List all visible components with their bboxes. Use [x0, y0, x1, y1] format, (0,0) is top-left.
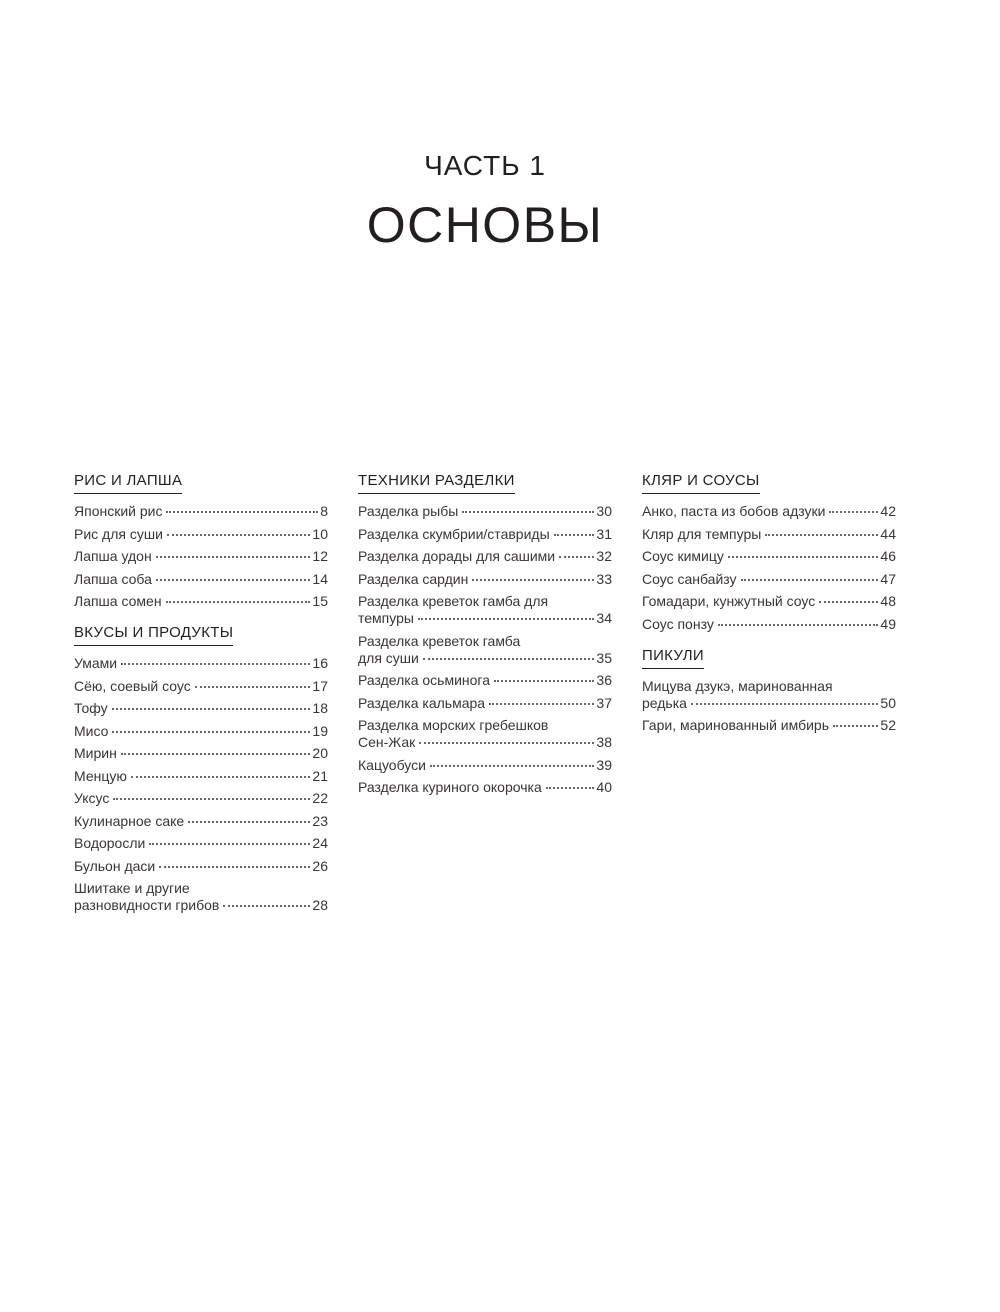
- entry-title: Тофу: [74, 700, 108, 716]
- entry-title: Сёю, соевый соус: [74, 677, 191, 694]
- toc-entry: [642, 571, 896, 588]
- entry-title: Кацуобуси: [358, 756, 426, 773]
- page-number: 21: [312, 767, 328, 784]
- part-label: ЧАСТЬ 1: [424, 150, 546, 181]
- page-number: 16: [312, 655, 328, 671]
- dot-leader: [423, 658, 595, 660]
- dot-leader: [113, 798, 310, 800]
- toc-entry: [74, 813, 328, 830]
- toc-entry: [74, 678, 328, 695]
- toc-entry: [642, 593, 896, 610]
- page-number: 49: [880, 615, 896, 632]
- dot-leader: [718, 624, 879, 626]
- toc-entry: [642, 717, 896, 734]
- entry-title: Соус кимицу: [642, 548, 724, 564]
- entry-title: Разделка куриного окорочка: [358, 779, 542, 795]
- entry-title: Мицува дзукэ, маринованная: [642, 677, 833, 694]
- entry-title: Разделка осьминога: [358, 672, 491, 688]
- toc-entry: [642, 616, 896, 633]
- entry-row: [74, 897, 328, 914]
- toc-entry: [642, 548, 896, 565]
- entry-title: Разделка кальмара: [358, 694, 486, 711]
- entry-title: Разделка дорады для сашими: [358, 548, 556, 564]
- toc-entry: [74, 880, 328, 914]
- page-number: 46: [880, 548, 896, 564]
- page-number: 17: [312, 677, 328, 694]
- entry-row: [642, 503, 896, 520]
- page-number: 28: [312, 897, 328, 913]
- entry-row: [74, 700, 328, 717]
- toc-entry: [74, 503, 328, 520]
- dot-leader: [149, 843, 310, 845]
- dot-leader: [166, 511, 318, 513]
- entry-title: Гари, маринованный имбирь: [642, 717, 830, 733]
- section-heading: РИС И ЛАПША: [74, 472, 182, 494]
- section-heading: КЛЯР И СОУСЫ: [642, 472, 760, 494]
- dot-leader: [223, 905, 310, 907]
- entry-title: Рис для суши: [74, 525, 163, 542]
- entry-row: [74, 655, 328, 672]
- toc-entry: [74, 745, 328, 762]
- dot-leader: [419, 742, 594, 744]
- toc-section: [74, 472, 328, 610]
- toc-entry-list: [642, 503, 896, 633]
- toc-entry: [358, 717, 612, 751]
- toc-entry-list: [358, 503, 612, 796]
- toc-section: [358, 472, 612, 796]
- dot-leader: [819, 601, 878, 603]
- entry-title: Мисо: [74, 722, 109, 739]
- entry-row: [74, 768, 328, 785]
- page-number: 33: [596, 570, 612, 587]
- entry-row: [74, 745, 328, 762]
- dot-leader: [159, 866, 310, 868]
- entry-title: Разделка сардин: [358, 570, 469, 587]
- page-number: 24: [312, 835, 328, 851]
- entry-title: Шиитаке и другие: [74, 880, 190, 896]
- page-number: 52: [880, 717, 896, 733]
- part-title: ОСНОВЫ: [366, 197, 604, 253]
- page-number: 32: [596, 548, 612, 564]
- entry-title: Мирин: [74, 745, 117, 761]
- toc-entry: [74, 768, 328, 785]
- entry-row: [358, 571, 612, 588]
- entry-row: [358, 650, 612, 667]
- entry-title: Соус понзу: [642, 615, 714, 632]
- entry-row: [74, 571, 328, 588]
- page-number: 8: [320, 503, 328, 519]
- toc-entry: [74, 526, 328, 543]
- toc-column-3: [642, 472, 896, 748]
- toc-entry: [358, 695, 612, 712]
- page-number: 37: [596, 694, 612, 711]
- dot-leader: [418, 618, 594, 620]
- entry-row: [358, 757, 612, 774]
- dot-leader: [166, 601, 311, 603]
- dot-leader: [131, 776, 311, 778]
- entry-title: Лапша соба: [74, 570, 152, 587]
- dot-leader: [462, 511, 594, 513]
- toc-entry: [358, 633, 612, 667]
- entry-title-continued: темпуры: [358, 610, 414, 626]
- page-number: 38: [596, 734, 612, 750]
- toc-entry: [358, 526, 612, 543]
- entry-row: [358, 548, 612, 565]
- page-number: 35: [596, 649, 612, 666]
- page-number: 40: [596, 779, 612, 795]
- toc-entry: [358, 548, 612, 565]
- section-heading: ТЕХНИКИ РАЗДЕЛКИ: [358, 472, 515, 494]
- section-heading: ПИКУЛИ: [642, 647, 704, 669]
- toc-entry: [74, 571, 328, 588]
- entry-title: Умами: [74, 655, 118, 671]
- entry-row: [74, 678, 328, 695]
- page-number: 42: [880, 503, 896, 519]
- toc-entry: [642, 526, 896, 543]
- page-number: 14: [312, 570, 328, 587]
- entry-row: [74, 835, 328, 852]
- dot-leader: [728, 556, 879, 558]
- dot-leader: [494, 680, 594, 682]
- page-number: 30: [596, 503, 612, 519]
- toc-section: [642, 647, 896, 735]
- entry-row: [642, 526, 896, 543]
- page-number: 34: [596, 610, 612, 626]
- entry-title: Анко, паста из бобов адзуки: [642, 503, 826, 519]
- toc-entry: [358, 571, 612, 588]
- toc-entry-list: [74, 655, 328, 914]
- page-number: 39: [596, 756, 612, 773]
- dot-leader: [741, 579, 879, 581]
- entry-title: Гомадари, кунжутный соус: [642, 593, 816, 609]
- page-number: 26: [312, 857, 328, 874]
- entry-row: [358, 672, 612, 689]
- page-number: 20: [312, 745, 328, 761]
- entry-row: [74, 593, 328, 610]
- entry-row: [358, 526, 612, 543]
- toc-entry: [358, 757, 612, 774]
- page-number: 44: [880, 525, 896, 542]
- entry-row: [642, 717, 896, 734]
- entry-row: [74, 813, 328, 830]
- dot-leader: [112, 731, 310, 733]
- dot-leader: [765, 534, 878, 536]
- entry-row: [74, 790, 328, 807]
- entry-title: Кулинарное саке: [74, 812, 185, 829]
- toc-entry: [74, 858, 328, 875]
- entry-title: Разделка скумбрии/ставриды: [358, 525, 550, 542]
- entry-row: [358, 503, 612, 520]
- dot-leader: [430, 765, 594, 767]
- toc-entry: [74, 723, 328, 740]
- dot-leader: [546, 787, 595, 789]
- page-number: 47: [880, 570, 896, 587]
- dot-leader: [472, 579, 594, 581]
- entry-row: [74, 858, 328, 875]
- entry-title: Лапша сомен: [74, 593, 162, 609]
- dot-leader: [156, 556, 311, 558]
- dot-leader: [188, 821, 310, 823]
- entry-row: [642, 548, 896, 565]
- page-number: 18: [312, 700, 328, 716]
- toc-entry: [358, 779, 612, 796]
- page-number: 50: [880, 694, 896, 711]
- entry-title: Бульон даси: [74, 857, 156, 874]
- dot-leader: [691, 703, 878, 705]
- entry-row: [642, 695, 896, 712]
- entry-title: Менцую: [74, 767, 127, 784]
- dot-leader: [833, 725, 878, 727]
- toc-entry-list: [74, 503, 328, 610]
- entry-row: [642, 616, 896, 633]
- page-number: 12: [312, 548, 328, 564]
- toc-entry: [642, 503, 896, 520]
- toc-entry: [74, 790, 328, 807]
- toc-entry: [74, 548, 328, 565]
- page-number: 10: [312, 525, 328, 542]
- entry-title: Кляр для темпуры: [642, 525, 762, 542]
- page-number: 36: [596, 672, 612, 688]
- entry-row: [358, 779, 612, 796]
- toc-entry-list: [642, 678, 896, 735]
- dot-leader: [167, 534, 311, 536]
- dot-leader: [829, 511, 878, 513]
- entry-row: [358, 610, 612, 627]
- dot-leader: [112, 708, 311, 710]
- dot-leader: [121, 663, 310, 665]
- entry-title-continued: разновидности грибов: [74, 897, 220, 913]
- dot-leader: [559, 556, 594, 558]
- section-heading: ВКУСЫ И ПРОДУКТЫ: [74, 624, 233, 646]
- toc-entry: [74, 835, 328, 852]
- toc-entry: [358, 672, 612, 689]
- page-number: 19: [312, 722, 328, 739]
- toc-column-2: [358, 472, 612, 810]
- page-number: 23: [312, 812, 328, 829]
- page-number: 31: [596, 525, 612, 542]
- entry-title: Разделка креветок гамба: [358, 632, 521, 649]
- entry-title-continued: Сен-Жак: [358, 734, 416, 750]
- entry-row: [74, 526, 328, 543]
- entry-title: Соус санбайзу: [642, 570, 737, 587]
- entry-row: [642, 571, 896, 588]
- entry-title: Японский рис: [74, 503, 163, 519]
- entry-row: [74, 548, 328, 565]
- page-number: 22: [312, 790, 328, 806]
- dot-leader: [489, 703, 594, 705]
- entry-row: [642, 593, 896, 610]
- entry-row: [74, 723, 328, 740]
- dot-leader: [121, 753, 311, 755]
- toc-column-1: [74, 472, 328, 928]
- entry-title-continued: редька: [642, 694, 687, 711]
- dot-leader: [195, 686, 311, 688]
- entry-row: [358, 695, 612, 712]
- entry-title: Разделка креветок гамба для: [358, 593, 549, 609]
- entry-title: Разделка рыбы: [358, 503, 459, 519]
- toc-entry: [74, 655, 328, 672]
- toc-entry: [358, 593, 612, 627]
- toc-section: [642, 472, 896, 633]
- entry-title-continued: для суши: [358, 649, 419, 666]
- toc-entry: [642, 678, 896, 712]
- dot-leader: [156, 579, 311, 581]
- toc-entry: [358, 503, 612, 520]
- entry-title: Лапша удон: [74, 548, 152, 564]
- toc-entry: [74, 593, 328, 610]
- entry-title: Уксус: [74, 790, 110, 806]
- dot-leader: [554, 534, 595, 536]
- entry-row: [74, 503, 328, 520]
- entry-row: [358, 734, 612, 751]
- toc-section: [74, 624, 328, 914]
- entry-title: Разделка морских гребешков: [358, 717, 549, 733]
- page-number: 15: [312, 593, 328, 609]
- toc-entry: [74, 700, 328, 717]
- entry-title: Водоросли: [74, 835, 146, 851]
- page-number: 48: [880, 593, 896, 609]
